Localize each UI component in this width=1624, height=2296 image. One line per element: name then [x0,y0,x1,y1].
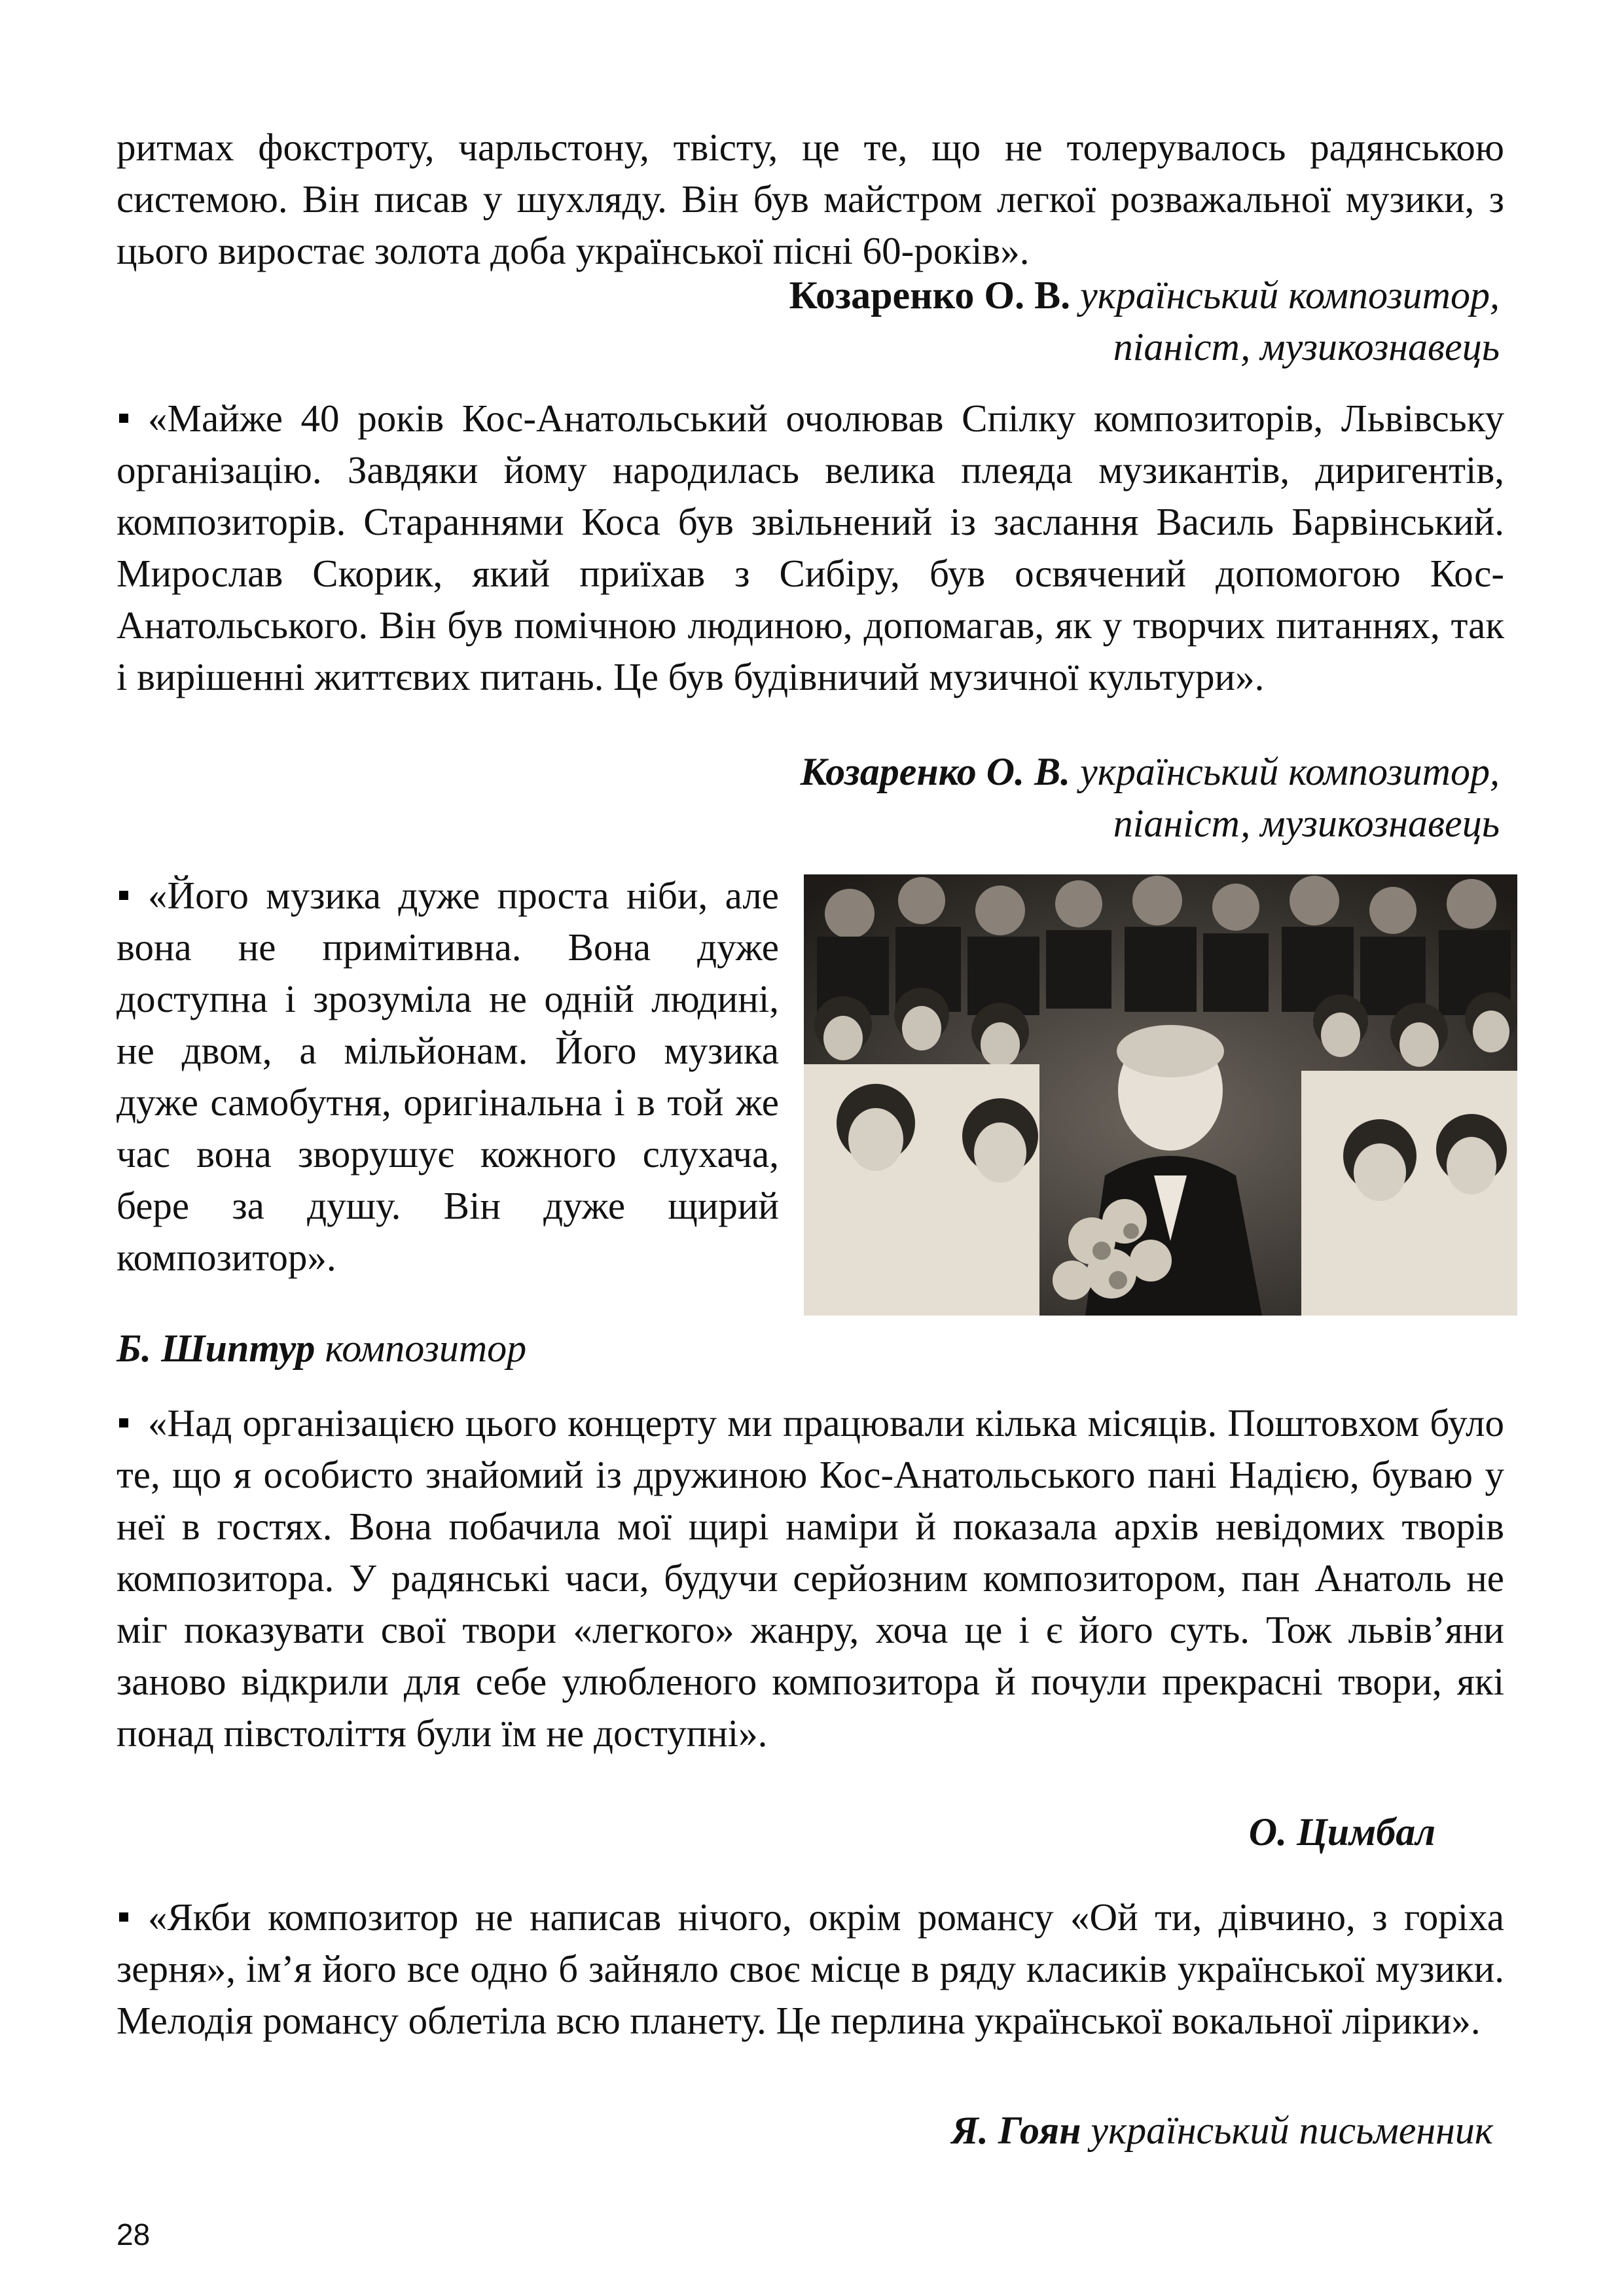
bullet-icon [119,891,128,900]
attribution-tsymbal [1249,1806,1435,1858]
photo-composer-with-choir [804,874,1517,1316]
paragraph-text: «Його музика дуже проста ніби, але вона не примітивна. Вона дуже доступна і зрозуміла не одній людині, не двом, а мільйонам. Його музика дуже самобутня, оригінальна і в той же час вона зворушує кожного слухача, бере за душу. Він дуже щирий композитор». [117,874,779,1279]
attribution-name: Я. Гоян [951,2109,1081,2152]
attribution-name: Козаренко О. В. [800,750,1071,793]
attribution-name: Козаренко О. В. [789,274,1071,317]
paragraph-continuation [117,122,1504,277]
paragraph-text: «Над організацією цього концерту ми працювали кілька місяців. Поштовхом було те, що я особисто знайомий із дружиною Кос-Анатольського пані Надією, буваю у неї в гостях. Вона побачила мої щирі наміри й показала архів невідомих творів композитора. У радянські часи, будучи серйозним композитором, пан Анатоль не міг показувати свої твори «легкого» жанру, хоча це і є його суть. Тож львів’яни заново відкрили для себе улюбленого композитора й почули прекрасні твори, які понад півстоліття були їм не доступні». [117,1401,1504,1755]
page-number: 28 [117,2217,151,2251]
quote-paragraph-shyptur [117,870,779,1283]
attribution-name: Б. Шиптур [117,1327,316,1370]
quote-paragraph-kozarenko [117,393,1504,703]
attribution-kozarenko-2-role [1113,798,1500,850]
bullet-icon [119,1418,128,1427]
attribution-role: піаніст, музикознавець [1113,802,1500,845]
attribution-kozarenko-1-role [1113,321,1500,373]
bullet-icon [119,414,128,423]
attribution-role: український композитор, [1080,750,1500,793]
attribution-role: український композитор, [1080,274,1500,317]
attribution-name: О. Цимбал [1248,1810,1435,1854]
attribution-role: композитор [325,1327,527,1370]
attribution-shyptur [117,1323,526,1374]
quote-paragraph-tsymbal [117,1397,1504,1759]
attribution-kozarenko-2 [801,746,1500,798]
attribution-role: український письменник [1091,2109,1493,2152]
photo-image [804,874,1517,1316]
attribution-hoyan [952,2105,1494,2157]
bullet-icon [119,1912,128,1922]
attribution-kozarenko-1 [789,270,1500,321]
attribution-role: піаніст, музикознавець [1113,325,1500,368]
quote-paragraph-hoyan [117,1892,1504,2047]
paragraph-text: ритмах фокстроту, чарльстону, твісту, це те, що не толерувалось радянською системою. Він писав у шухляду. Він був майстром легкої розважальної музики, з цього виростає золота доба української пісні 60-років». [117,126,1504,272]
paragraph-text: «Якби композитор не написав нічого, окрім романсу «Ой ти, дівчино, з горіха зерня», ім’я його все одно б зайняло своє місце в ряду класиків української музики. Мелодія романсу облетіла всю планету. Це перлина української вокальної лірики». [117,1895,1504,2042]
paragraph-text: «Майже 40 років Кос-Анатольський очолював Спілку композиторів, Львівську організацію. Завдяки йому народилась велика плеяда музикантів, диригентів, композиторів. Стараннями Коса був звільнений із заслання Василь Барвінський. Мирослав Скорик, який приїхав з Сибіру, був освячений допомогою Кос-Анатольського. Він був помічною людиною, допомагав, як у творчих питаннях, так і вирішенні життєвих питань. Це був будівничий музичної культури». [117,397,1504,698]
